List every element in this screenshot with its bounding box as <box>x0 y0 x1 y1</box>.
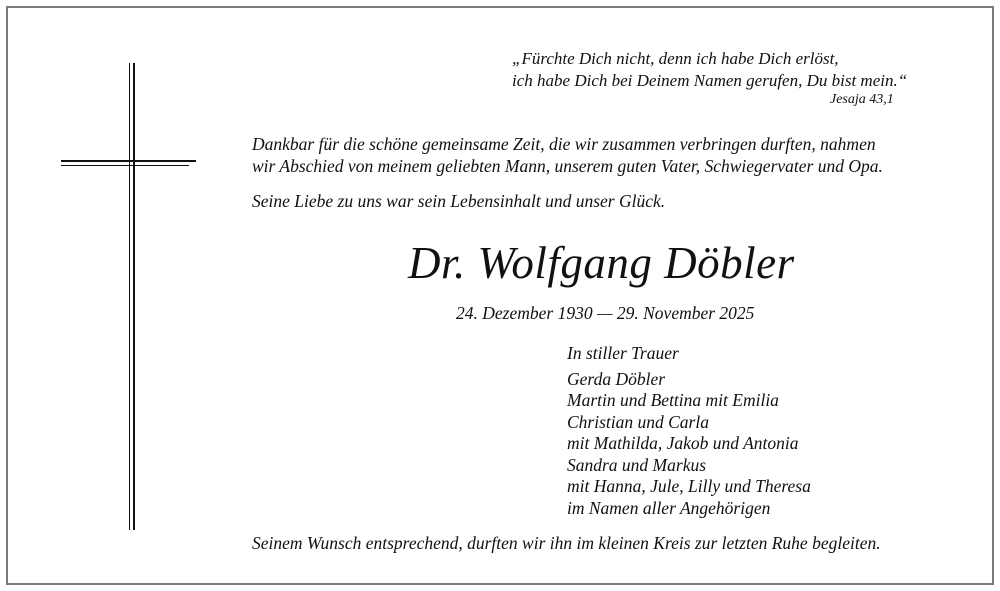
cross-horizontal-line <box>61 165 189 166</box>
quote-source: Jesaja 43,1 <box>830 92 894 107</box>
cross-vertical-line <box>129 63 130 530</box>
bible-quote <box>512 48 907 92</box>
mourner-name: im Namen aller Angehörigen <box>567 497 771 518</box>
closing-sentence: Seinem Wunsch entsprechend, durften wir ihn im kleinen Kreis zur letzten Ruhe begleiten. <box>252 533 881 553</box>
cross-horizontal-line-bold <box>61 160 196 162</box>
mourners-heading: In stiller Trauer <box>567 343 679 363</box>
intro-text <box>252 133 883 177</box>
mourner-name: Christian und Carla <box>567 411 709 432</box>
mourner-name: Gerda Döbler <box>567 368 666 389</box>
mourner-name: Martin und Bettina mit Emilia <box>567 390 779 410</box>
cross-vertical-line-bold <box>133 63 135 530</box>
quote-line: „Fürchte Dich nicht, denn ich habe Dich erlöst, <box>512 49 839 68</box>
intro-line: Dankbar für die schöne gemeinsame Zeit, die wir zusammen verbringen durften, nahmen <box>252 134 876 154</box>
obituary-frame <box>6 6 994 585</box>
quote-line: ich habe Dich bei Deinem Namen gerufen, Du bist mein.“ <box>512 71 908 90</box>
intro-line: wir Abschied von meinem geliebten Mann, unserem guten Vater, Schwiegervater und Opa. <box>252 156 883 176</box>
mourners-list <box>567 343 811 519</box>
intro-second-sentence: Seine Liebe zu uns war sein Lebensinhalt und unser Glück. <box>252 191 666 211</box>
mourner-name: Sandra und Markus <box>567 454 707 475</box>
deceased-name: Dr. Wolfgang Döbler <box>408 238 795 288</box>
life-dates: 24. Dezember 1930 — 29. November 2025 <box>456 303 755 323</box>
mourner-name: mit Hanna, Jule, Lilly und Theresa <box>567 476 811 496</box>
mourner-name: mit Mathilda, Jakob und Antonia <box>567 433 799 453</box>
